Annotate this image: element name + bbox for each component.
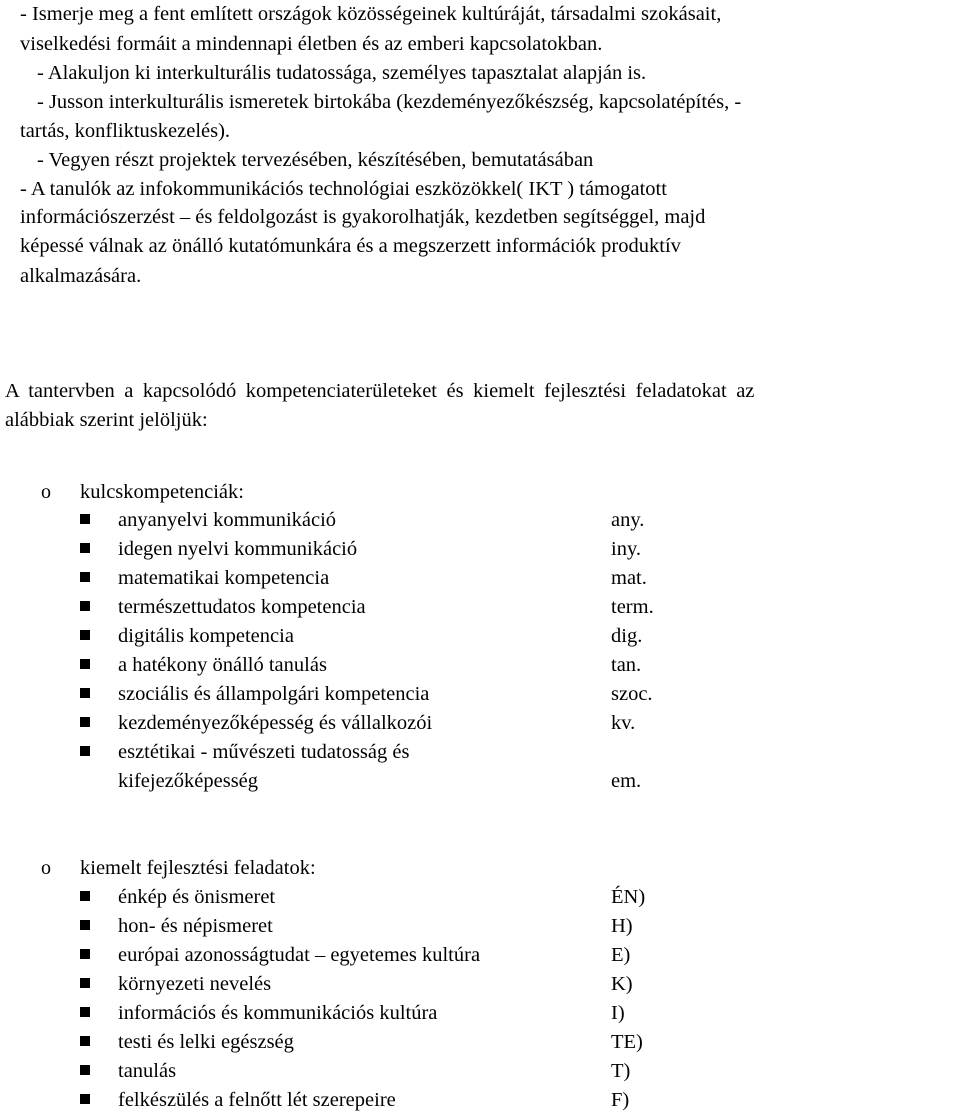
competency-label: anyanyelvi kommunikáció: [118, 509, 337, 531]
competencies-heading: kulcskompetenciák:: [80, 481, 244, 503]
square-bullet-icon: [80, 601, 90, 611]
intro-line: információszerzést – és feldolgozást is gyakorolhatják, kezdetben segítséggel, majd: [20, 206, 706, 228]
square-bullet-icon: [80, 891, 90, 901]
square-bullet-icon: [80, 978, 90, 988]
square-bullet-icon: [80, 746, 90, 756]
task-label: énkép és önismeret: [118, 886, 276, 908]
competency-code: dig.: [611, 625, 643, 647]
square-bullet-icon: [80, 688, 90, 698]
circle-bullet-icon: o: [41, 857, 51, 879]
paragraph-line: A tantervben a kapcsolódó kompetenciaterületeket és kiemelt fejlesztési feladatokat az: [5, 380, 755, 402]
task-code: H): [611, 915, 633, 937]
competency-code: any.: [611, 509, 645, 531]
intro-line: - Jusson interkulturális ismeretek birtokába (kezdeményezőkészség, kapcsolatépítés, -: [37, 91, 742, 113]
square-bullet-icon: [80, 1065, 90, 1075]
square-bullet-icon: [80, 920, 90, 930]
competency-code: term.: [611, 596, 654, 618]
competency-label: kezdeményezőképesség és vállalkozói: [118, 712, 433, 734]
task-code: ÉN): [611, 886, 646, 908]
square-bullet-icon: [80, 572, 90, 582]
task-label: tanulás: [118, 1060, 177, 1082]
competency-label: idegen nyelvi kommunikáció: [118, 538, 358, 560]
intro-line: viselkedési formáit a mindennapi életben és az emberi kapcsolatokban.: [20, 33, 603, 55]
task-label: testi és lelki egészség: [118, 1031, 294, 1053]
intro-line: képessé válnak az önálló kutatómunkára és a megszerzett információk produktív: [20, 235, 681, 257]
competency-code: kv.: [611, 712, 636, 734]
intro-line: - Alakuljon ki interkulturális tudatossága, személyes tapasztalat alapján is.: [37, 62, 647, 84]
intro-line: - A tanulók az infokommunikációs technológiai eszközökkel( IKT ) támogatott: [20, 178, 667, 200]
intro-line: - Vegyen részt projektek tervezésében, készítésében, bemutatásában: [37, 149, 594, 171]
paragraph-line: alábbiak szerint jelöljük:: [5, 409, 208, 431]
square-bullet-icon: [80, 514, 90, 524]
square-bullet-icon: [80, 1094, 90, 1104]
intro-line: - Ismerje meg a fent említett országok közösségeinek kultúráját, társadalmi szokásait,: [20, 3, 722, 25]
competency-label-continuation: kifejezőképesség: [118, 770, 259, 792]
competency-label: természettudatos kompetencia: [118, 596, 366, 618]
task-code: F): [611, 1089, 630, 1111]
competency-code: szoc.: [611, 683, 653, 705]
task-code: T): [611, 1060, 631, 1082]
square-bullet-icon: [80, 1036, 90, 1046]
competency-label: a hatékony önálló tanulás: [118, 654, 327, 676]
task-code: TE): [611, 1031, 643, 1053]
competency-code: em.: [611, 770, 642, 792]
task-label: környezeti nevelés: [118, 973, 272, 995]
square-bullet-icon: [80, 717, 90, 727]
competency-code: tan.: [611, 654, 642, 676]
task-code: K): [611, 973, 633, 995]
square-bullet-icon: [80, 1007, 90, 1017]
intro-line: tartás, konfliktuskezelés).: [20, 120, 231, 142]
competency-label: esztétikai - művészeti tudatosság és: [118, 741, 410, 763]
task-label: hon- és népismeret: [118, 915, 273, 937]
circle-bullet-icon: o: [41, 481, 51, 503]
task-label: európai azonosságtudat – egyetemes kultúra: [118, 944, 481, 966]
square-bullet-icon: [80, 659, 90, 669]
competency-code: iny.: [611, 538, 641, 560]
competency-label: digitális kompetencia: [118, 625, 294, 647]
square-bullet-icon: [80, 543, 90, 553]
task-code: I): [611, 1002, 625, 1024]
intro-line: alkalmazására.: [20, 265, 142, 287]
task-code: E): [611, 944, 631, 966]
task-label: információs és kommunikációs kultúra: [118, 1002, 438, 1024]
tasks-heading: kiemelt fejlesztési feladatok:: [80, 857, 316, 879]
competency-code: mat.: [611, 567, 647, 589]
competency-label: matematikai kompetencia: [118, 567, 330, 589]
square-bullet-icon: [80, 949, 90, 959]
task-label: felkészülés a felnőtt lét szerepeire: [118, 1089, 396, 1111]
square-bullet-icon: [80, 630, 90, 640]
competency-label: szociális és állampolgári kompetencia: [118, 683, 430, 705]
